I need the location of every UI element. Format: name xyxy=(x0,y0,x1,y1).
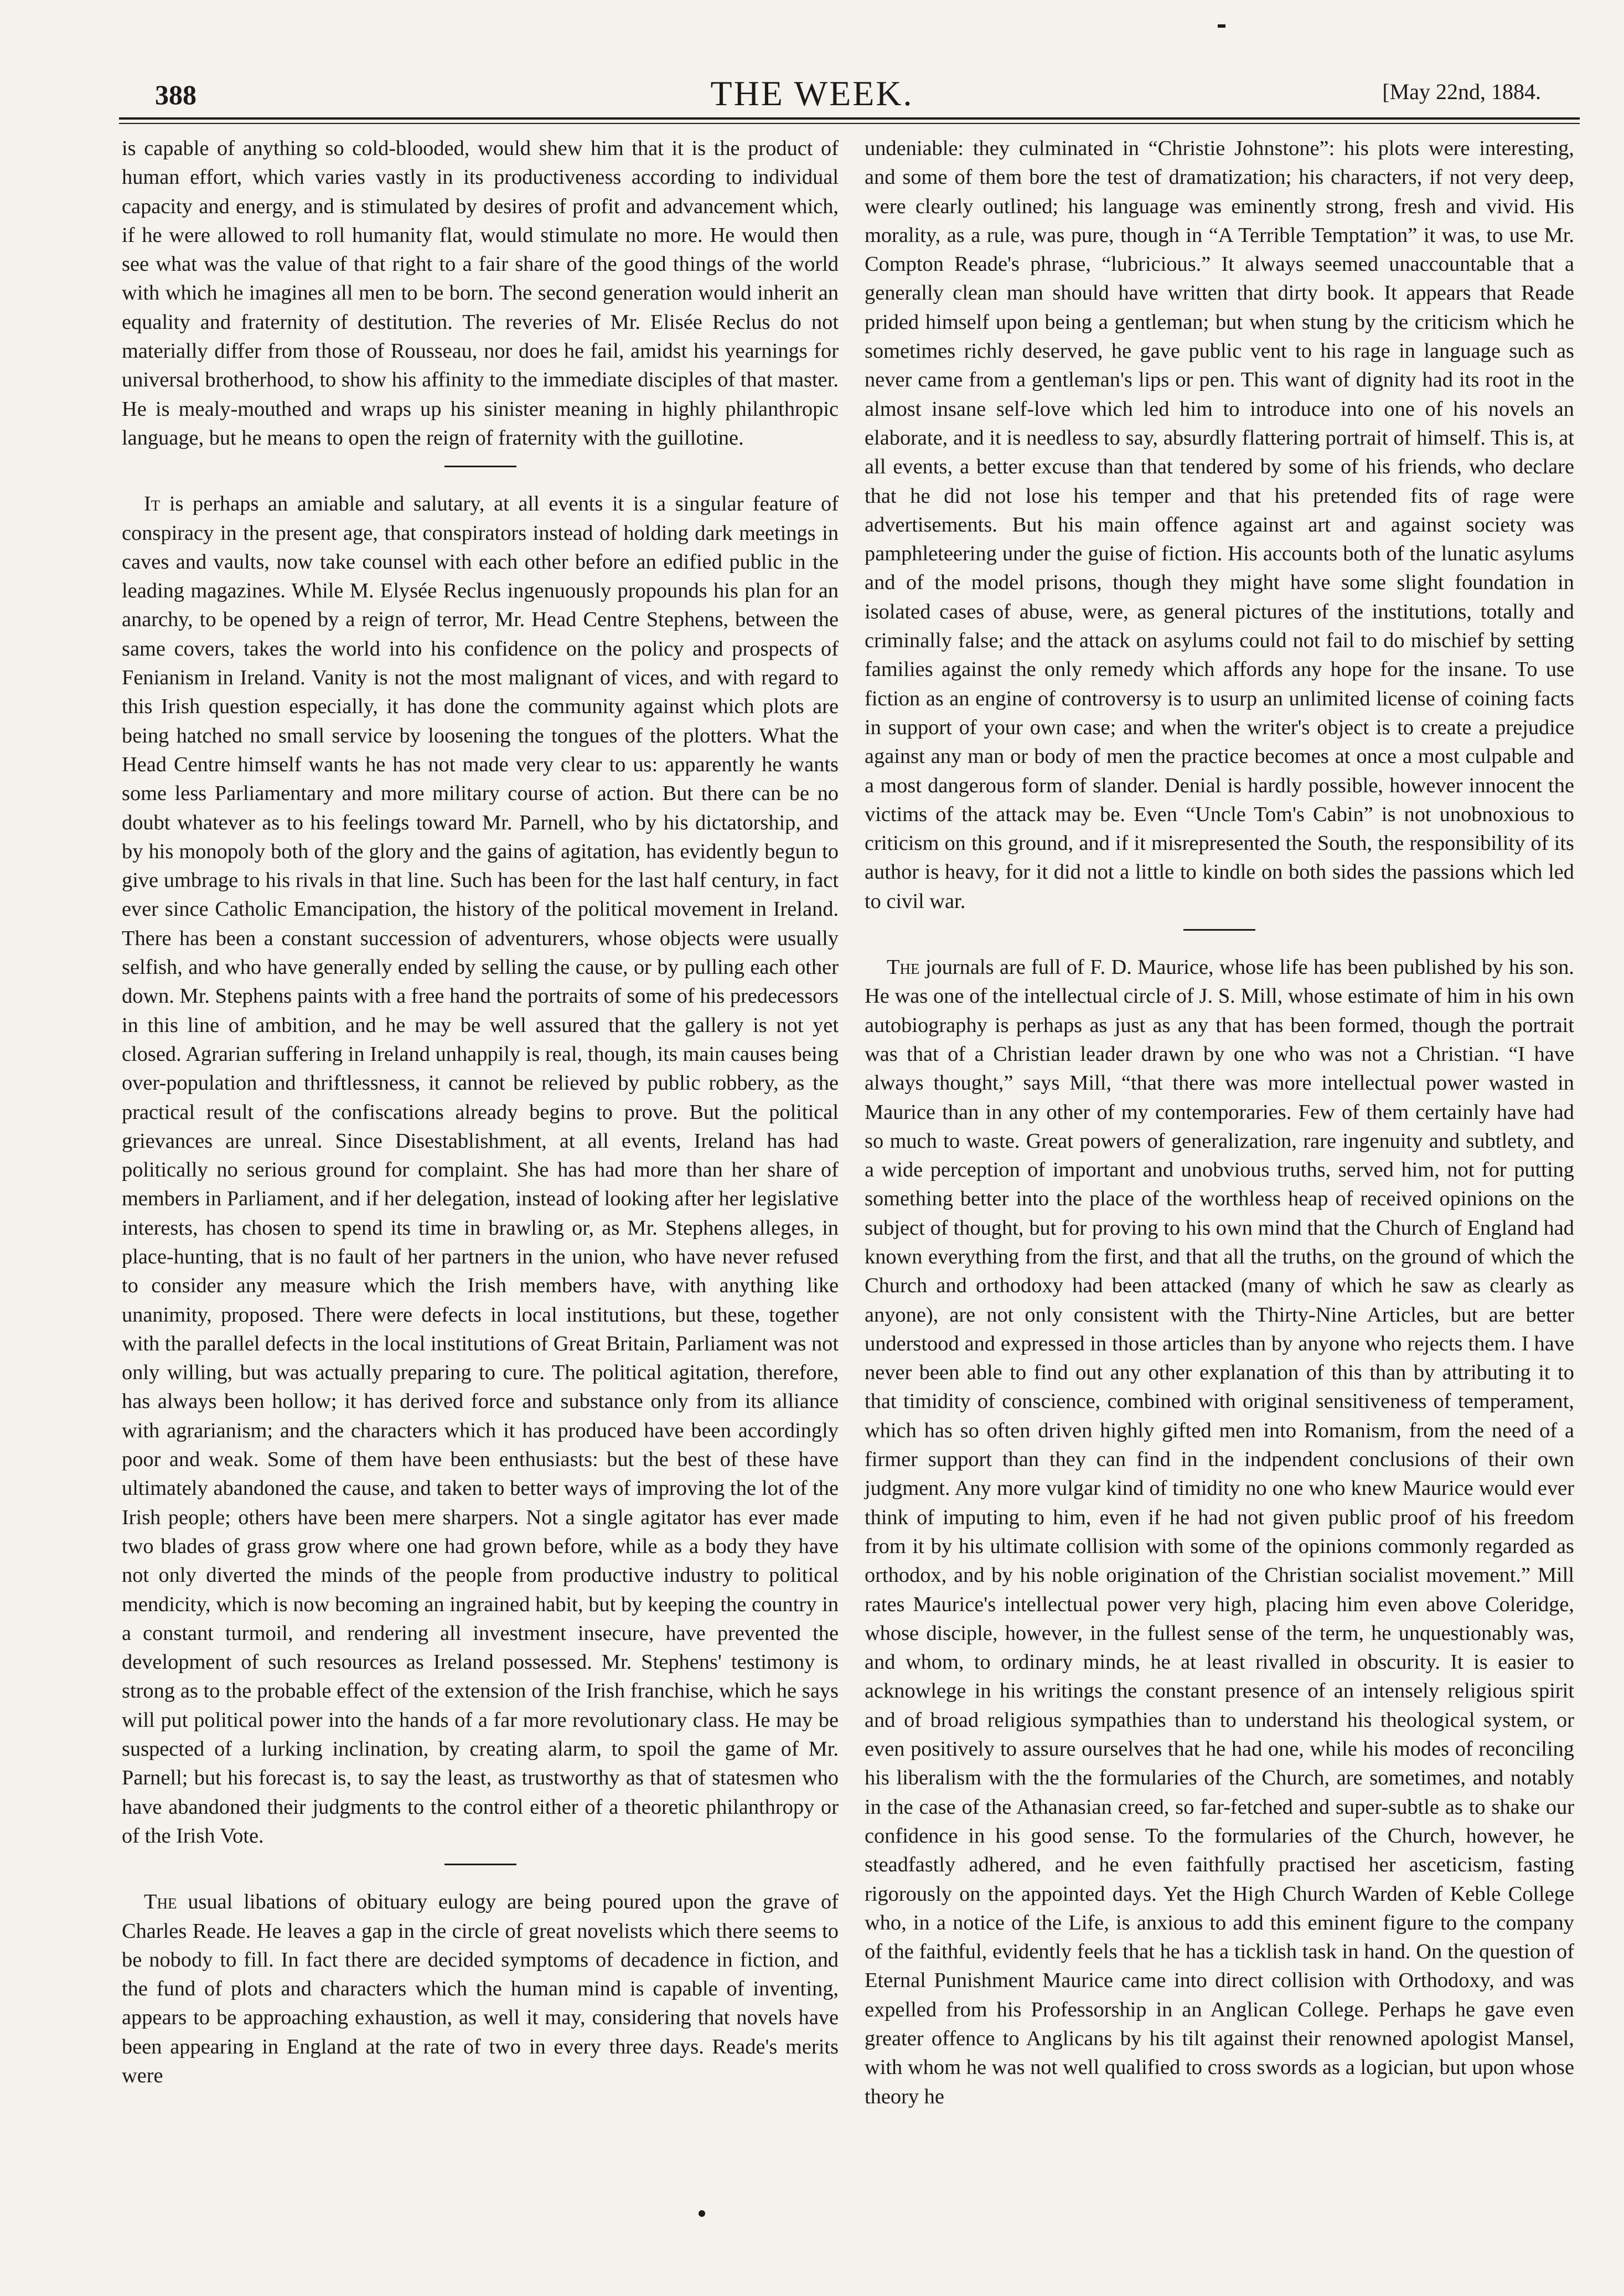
section-divider xyxy=(1183,929,1255,931)
section-divider xyxy=(444,466,516,467)
lead-word: It xyxy=(144,492,161,516)
publication-title: THE WEEK. xyxy=(710,74,914,113)
page-header xyxy=(0,0,1624,127)
paragraph-body: usual libations of obituary eulogy are being poured upon the grave of Charles Reade. He leaves a gap in the circle of great novelists which there seems to be nobody to fill. In fact there are decided symptoms of decadence in fiction, and the fund of plots and characters which the human mind is capable of inventing, appears to be approaching exhaustion, as well it may, considering that novels have been appearing in England at the rate of two in every three days. Reade's merits were xyxy=(122,1890,839,2087)
paragraph-body: journals are full of F. D. Maurice, whose life has been published by his son. He was one of the intellectual circle of J. S. Mill, whose estimate of him in his own autobiography is perhaps as just as any that has been formed, though the portrait was that of a Christian leader drawn by one who was not a Christian. “I have always thought,” says Mill, “that there was more intellectual power wasted in Maurice than in any other of my contemporaries. Few of them certainly have had so much to waste. Great powers of generalization, rare ingenuity and subtlety, and a wide perception of important and unobvious truths, served him, not for putting something better into the place of the worthless heap of received opinions on the subject of thought, but for proving to his own mind that the Church of England had known everything from the first, and that all the truths, on the ground of which the Church and orthodoxy had been attacked (many of which he saw as clearly as anyone), are not only consistent with the Thirty-Nine Articles, but are better understood and expressed in those articles than by anyone who rejects them. I have never been able to find out any other explanation of this than by attributing it to that timidity of conscience, combined with original sensitiveness of temperament, which has so often driven highly gifted men into Romanism, from the need of a firmer support than they can find in the indpendent conclusions of their own judgment. Any more vulgar kind of timidity no one who knew Maurice would ever think of imputing to him, even if he had not given public proof of his freedom from it by his ultimate collision with some of the opinions commonly regarded as orthodox, and by his noble origination of the Christian socialist movement.” Mill rates Maurice's intellectual power very high, placing him even above Coleridge, whose disciple, however, in the fullest sense of the term, he unquestionably was, and whom, to ordinary minds, he at least rivalled in obscurity. It is easier to acknowlege in his writings the constant presence of an intensely religious spirit and of broad religious sympathies than to understand his theological system, or even positively to assure ourselves that he had one, while his modes of reconciling his liberalism with the the formularies of the Church, are sometimes, and notably in the case of the Athanasian creed, so far-fetched and super-subtle as to shake our confidence in his good sense. To the formularies of the Church, however, he steadfastly adhered, and he even faithfully practised her asceticism, fasting rigorously on the appointed days. Yet the High Church Warden of Keble College who, in a notice of the Life, is anxious to add this eminent figure to the company of the faithful, evidently feels that he has a ticklish task in hand. On the question of Eternal Punishment Maurice came into direct collision with Orthodoxy, and was expelled from his Professorship in an Anglican College. Perhaps he gave even greater offence to Anglicans by his tilt against their renowned apologist Mansel, with whom he was not well qualified to cross swords as a logician, but upon whose theory he xyxy=(865,956,1574,2108)
article-paragraph-reade xyxy=(122,1887,839,2090)
paragraph-body: is perhaps an amiable and salutary, at all events it is a singular feature of conspiracy in the present age, that conspirators instead of holding dark meetings in caves and vaults, now take counsel with each other before an edified public in the leading magazines. While M. Elysée Reclus ingenuously propounds his plan for an anarchy, to be opened by a reign of terror, Mr. Head Centre Stephens, between the same covers, takes the world into his confidence on the policy and prospects of Fenianism in Ireland. Vanity is not the most malignant of vices, and with regard to this Irish question especially, it has done the community against which plots are being hatched no small service by loosening the tongues of the plotters. What the Head Centre himself wants he has not made very clear to us: apparently he wants some less Parliamentary and more military course of action. But there can be no doubt whatever as to his feelings toward Mr. Parnell, who by his dictatorship, and by his monopoly both of the glory and the gains of agitation, has evidently begun to give umbrage to his rivals in that line. Such has been for the last half century, in fact ever since Catholic Emancipation, the history of the political movement in Ireland. There has been a constant succession of adventurers, whose objects were usually selfish, and who have generally ended by selling the cause, or by pulling each other down. Mr. Stephens paints with a free hand the portraits of some of his predecessors in this line of ambition, and he may be well assured that the gallery is not yet closed. Agrarian suffering in Ireland unhappily is real, though, its main causes being over-population and thriftlessness, it cannot be relieved by public robbery, as the practical result of the confiscations already begins to prove. But the political grievances are unreal. Since Disestablishment, at all events, Ireland has had politically no serious ground for complaint. She has had more than her share of members in Parliament, and if her delegation, instead of looking after her legislative interests, has chosen to spend its time in brawling or, as Mr. Stephens alleges, in place-hunting, that is no fault of her partners in the union, who have never refused to consider any measure which the Irish members have, with anything like unanimity, proposed. There were defects in local institutions, but these, together with the parallel defects in the local institutions of Great Britain, Parliament was not only willing, but was actually preparing to cure. The political agitation, therefore, has always been hollow; it has derived force and substance only from its alliance with agrarianism; and the characters which it has produced have been accordingly poor and weak. Some of them have been enthusiasts: but the best of these have ultimately abandoned the cause, and taken to better ways of improving the lot of the Irish people; others have been mere sharpers. Not a single agitator has ever made two blades of grass grow where one had grown before, while as a body they have not only diverted the minds of the people from productive industry to political mendicity, which is now becoming an ingrained habit, but by keeping the country in a constant turmoil, and rendering all investment insecure, have prevented the development of such resources as Ireland possessed. Mr. Stephens' testimony is strong as to the probable effect of the extension of the Irish franchise, which he says will put political power into the hands of a far more revolutionary class. He may be suspected of a lurking inclination, by creating alarm, to spoil the game of Mr. Parnell; but his forecast is, to say the least, as trustworthy as that of statesmen who have abandoned their judgments to the control either of a theoretic philanthropy or of the Irish Vote. xyxy=(122,492,839,1848)
issue-date: [May 22nd, 1884. xyxy=(1382,79,1541,104)
article-paragraph-maurice xyxy=(865,953,1574,2111)
lead-word: The xyxy=(887,956,920,979)
header-rule-thin xyxy=(119,123,1580,124)
right-column xyxy=(865,134,1574,2138)
lead-word: The xyxy=(144,1890,177,1914)
section-divider xyxy=(444,1864,516,1865)
header-rule-thick xyxy=(119,117,1580,120)
footer-dot xyxy=(699,2210,705,2217)
article-paragraph-stephens xyxy=(122,489,839,1850)
article-paragraph-reclus: is capable of anything so cold-blooded, would shew him that it is the product of human effort, which varies vastly in its productiveness according to individual capacity and energy, and is stimulated by desires of profit and advancement which, if he were allowed to roll humanity flat, would stimulate no more. He would then see what was the value of that right to a fair share of the good things of the world with which he imagines all men to be born. The second generation would inherit an equality and fraternity of destitution. The reveries of Mr. Elisée Reclus do not materially differ from those of Rousseau, nor does he fail, amidst his yearnings for universal brotherhood, to show his affinity to the immediate disciples of that master. He is mealy-mouthed and wraps up his sinister meaning in highly philanthropic language, but he means to open the reign of fraternity with the guillotine. xyxy=(122,137,839,450)
article-paragraph-reade-continued: undeniable: they culminated in “Christie Johnstone”: his plots were interesting, and some of them bore the test of dramatization; his characters, if not very deep, were clearly outlined; his language was eminently strong, fresh and vivid. His morality, as a rule, was pure, though in “A Terrible Temptation” it was, to use Mr. Compton Reade's phrase, “lubricious.” It always seemed unaccountable that a generally clean man should have written that dirty book. It appears that Reade prided himself upon being a gentleman; but when stung by the criticism which he sometimes richly deserved, he gave public vent to his rage in language such as never came from a gentleman's lips or pen. This want of dignity had its root in the almost insane self-love which led him to introduce into one of his novels an elaborate, and it is needless to say, absurdly flattering portrait of himself. This is, at all events, a better excuse than that tendered by some of his friends, who declare that he did not lose his temper and that his pretended fits of rage were advertisements. But his main offence against art and against society was pamphleteering under the guise of fiction. His accounts both of the lunatic asylums and of the model prisons, though they might have some slight foundation in isolated cases of abuse, were, as general pictures of the institutions, totally and criminally false; and the attack on asylums could not fail to do mischief by setting families against the only remedy which affords any hope for the insane. To use fiction as an engine of controversy is to usurp an unlimited license of coining facts in support of your own case; and when the writer's object is to create a prejudice against any man or body of men the practice becomes at once a most culpable and a most dangerous form of slander. Denial is hardly possible, however innocent the victims of the attack may be. Even “Uncle Tom's Cabin” is not unobnoxious to criticism on this ground, and if it misrepresented the South, the responsibility of its author is heavy, for it did not a little to kindle on both sides the passions which led to civil war. xyxy=(865,137,1574,913)
left-column xyxy=(122,134,839,2138)
print-fleck xyxy=(1218,24,1225,28)
page-number: 388 xyxy=(155,79,196,110)
